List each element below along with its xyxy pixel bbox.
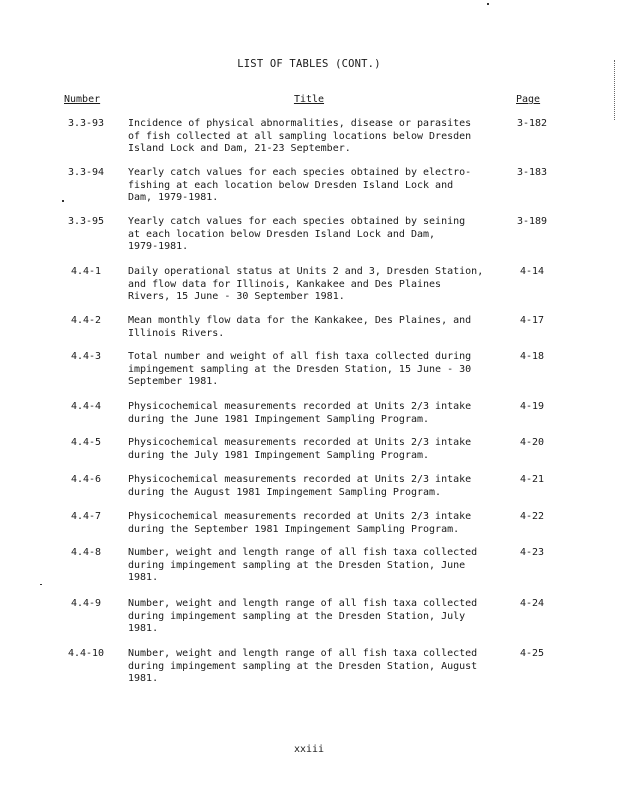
column-header-page: Page <box>516 94 541 105</box>
table-page: 4-24 <box>519 598 545 609</box>
table-title: Physicochemical measurements recorded at Units 2/3 intake during the August 1981 Impingement Sampling Program. <box>128 474 472 498</box>
table-page: 4-22 <box>519 511 545 522</box>
table-number: 4.4-1 <box>70 266 102 277</box>
table-title: Number, weight and length range of all fish taxa collected during impingement sampling at the Dresden Station, June 1981. <box>128 547 478 583</box>
scan-speck <box>487 3 489 5</box>
table-page: 4-21 <box>519 474 545 485</box>
table-number: 4.4-3 <box>70 351 102 362</box>
table-number: 4.4-4 <box>70 401 102 412</box>
table-number: 3.3-93 <box>67 118 105 129</box>
table-title: Incidence of physical abnormalities, disease or parasites of fish collected at all sampling locations below Dresden Island Lock and Dam, 21-23 September. <box>128 118 472 154</box>
table-title: Mean monthly flow data for the Kankakee, Des Plaines, and Illinois Rivers. <box>128 315 472 339</box>
table-title: Number, weight and length range of all fish taxa collected during impingement sampling at the Dresden Station, July 1981. <box>128 598 478 634</box>
table-page: 4-20 <box>519 437 545 448</box>
table-page: 4-23 <box>519 547 545 558</box>
table-number: 4.4-2 <box>70 315 102 326</box>
table-number: 4.4-7 <box>70 511 102 522</box>
scan-artifact <box>614 60 616 120</box>
table-page: 4-17 <box>519 315 545 326</box>
table-number: 3.3-95 <box>67 216 105 227</box>
table-number: 4.4-9 <box>70 598 102 609</box>
table-title: Daily operational status at Units 2 and 3, Dresden Station, and flow data for Illinois, Kankakee and Des Plaines Rivers, 15 June - 30 September 1981. <box>128 266 484 302</box>
table-page: 4-14 <box>519 266 545 277</box>
table-number: 4.4-8 <box>70 547 102 558</box>
scan-speck <box>62 200 64 202</box>
table-title: Yearly catch values for each species obtained by seining at each location below Dresden Island Lock and Dam, 1979-1981. <box>128 216 466 252</box>
table-page: 3-182 <box>516 118 548 129</box>
table-number: 3.3-94 <box>67 167 105 178</box>
table-number: 4.4-5 <box>70 437 102 448</box>
column-header-title: Title <box>293 94 325 105</box>
page-title: LIST OF TABLES (CONT.) <box>237 58 381 70</box>
table-title: Physicochemical measurements recorded at Units 2/3 intake during the July 1981 Impingement Sampling Program. <box>128 437 472 461</box>
scan-speck <box>40 584 42 585</box>
page-number: xxiii <box>293 744 325 755</box>
table-title: Physicochemical measurements recorded at Units 2/3 intake during the September 1981 Impingement Sampling Program. <box>128 511 472 535</box>
column-header-number: Number <box>64 94 101 105</box>
table-title: Physicochemical measurements recorded at Units 2/3 intake during the June 1981 Impingement Sampling Program. <box>128 401 472 425</box>
table-page: 4-25 <box>519 648 545 659</box>
table-number: 4.4-10 <box>67 648 105 659</box>
table-page: 4-19 <box>519 401 545 412</box>
table-title: Number, weight and length range of all fish taxa collected during impingement sampling at the Dresden Station, August 1981. <box>128 648 478 684</box>
table-page: 3-183 <box>516 167 548 178</box>
table-number: 4.4-6 <box>70 474 102 485</box>
table-page: 3-189 <box>516 216 548 227</box>
table-title: Yearly catch values for each species obtained by electro- fishing at each location below Dresden Island Lock and Dam, 1979-1981. <box>128 167 472 203</box>
table-page: 4-18 <box>519 351 545 362</box>
table-title: Total number and weight of all fish taxa collected during impingement sampling at the Dresden Station, 15 June - 30 September 1981. <box>128 351 472 387</box>
